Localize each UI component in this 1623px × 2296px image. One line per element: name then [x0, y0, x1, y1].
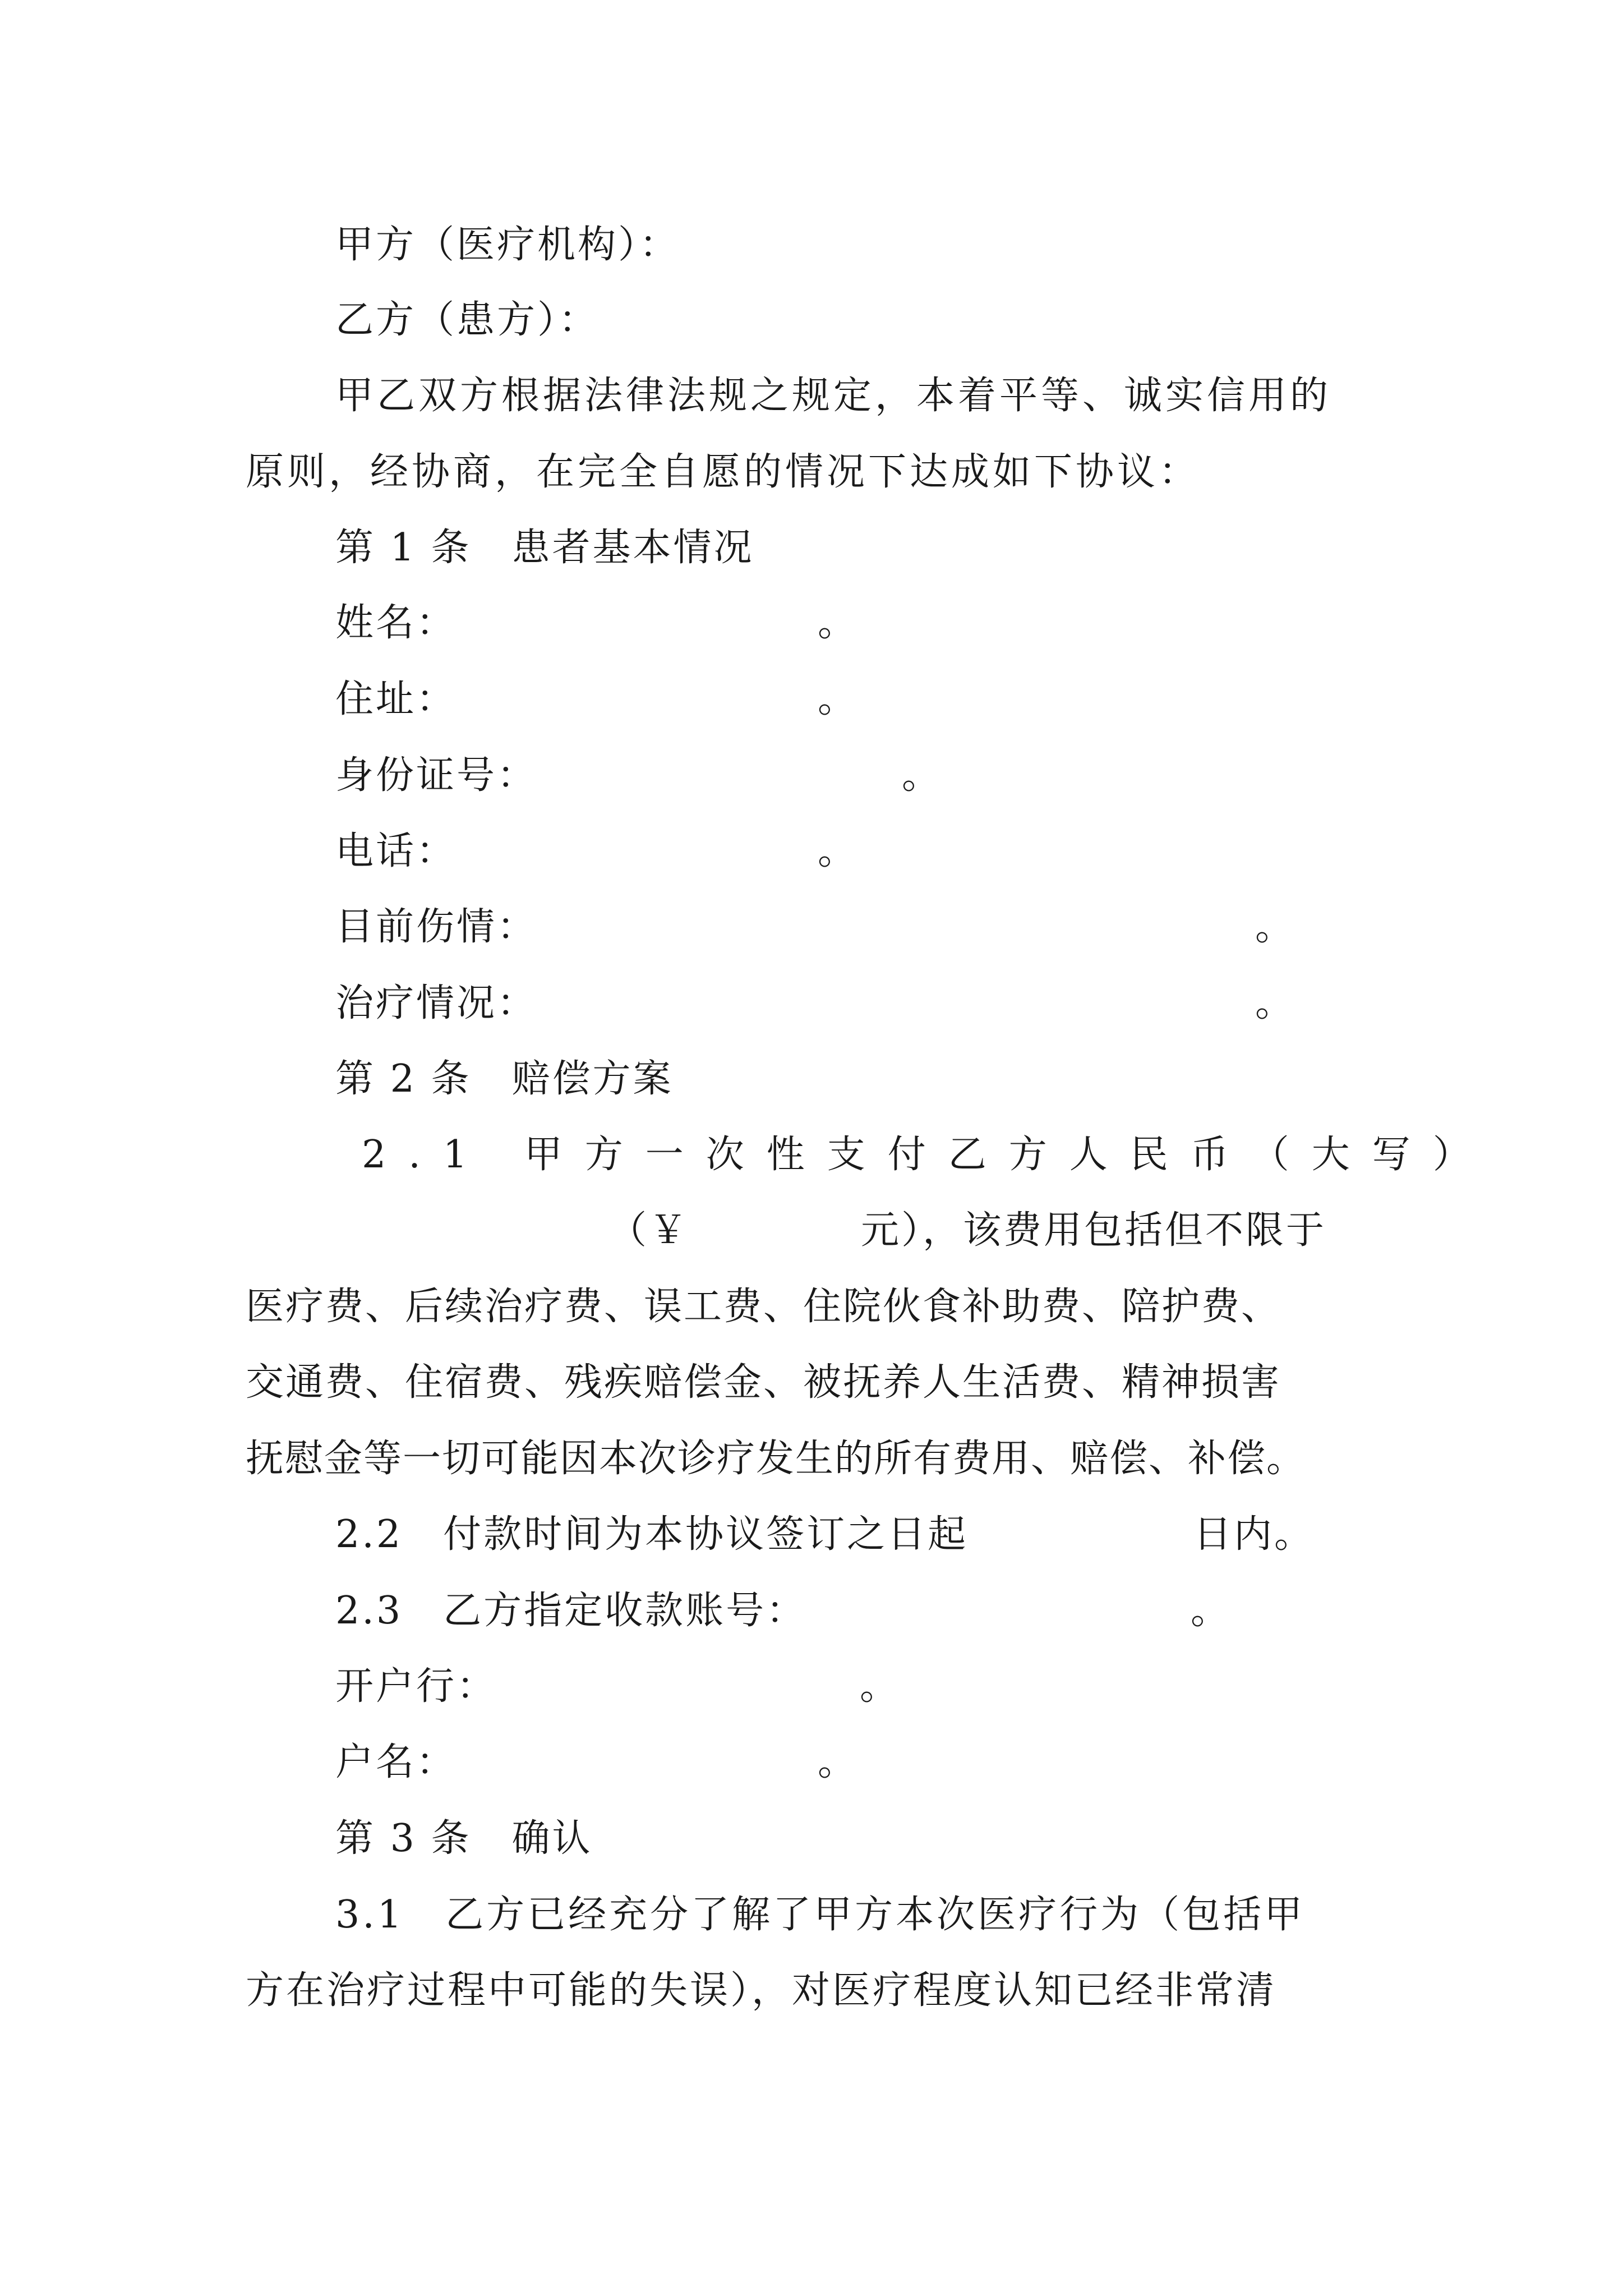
- article-1-heading: 第 1 条 患者基本情况: [335, 526, 754, 570]
- treatment-label: 治疗情况：: [335, 981, 538, 1025]
- phone-label: 电话：: [335, 829, 457, 873]
- name-label: 姓名：: [335, 601, 457, 645]
- name-period: 。: [818, 601, 859, 645]
- address-period: 。: [818, 677, 859, 721]
- article-2-heading: 第 2 条 赔偿方案: [335, 1057, 674, 1101]
- clause-2-2-tail: 日内。: [1193, 1512, 1315, 1557]
- account-name-period: 。: [818, 1740, 859, 1784]
- preamble-line-1: 甲乙双方根据法律法规之规定，本着平等、诚实信用的: [335, 374, 1332, 418]
- injury-label: 目前伤情：: [335, 905, 538, 949]
- clause-2-2-text: 2.2 付款时间为本协议签订之日起: [335, 1512, 969, 1557]
- clause-2-3-period: 。: [1191, 1589, 1232, 1633]
- clause-3-1-line-1: 3.1 乙方已经充分了解了甲方本次医疗行为（包括甲: [335, 1893, 1306, 1937]
- clause-2-1-line-2-tail: 元），该费用包括但不限于: [861, 1208, 1327, 1253]
- party-b-line: 乙方（患方）：: [335, 298, 600, 342]
- injury-period: 。: [1255, 905, 1296, 949]
- treatment-period: 。: [1255, 981, 1296, 1025]
- clause-2-1-line-4: 交通费、住宿费、残疾赔偿金、被抚养人生活费、精神损害: [246, 1360, 1281, 1405]
- clause-2-1-line-1: 2.1 甲方一次性支付乙方人民币（大写）: [362, 1133, 1493, 1177]
- yen-amount-label: （￥: [608, 1208, 690, 1253]
- address-label: 住址：: [335, 677, 457, 721]
- article-3-heading: 第 3 条 确认: [335, 1816, 593, 1861]
- clause-2-3-text: 2.3 乙方指定收款账号：: [335, 1589, 807, 1633]
- clause-2-1-line-5: 抚慰金等一切可能因本次诊疗发生的所有费用、赔偿、补偿。: [246, 1437, 1306, 1481]
- clause-2-1-line-3: 医疗费、后续治疗费、误工费、住院伙食补助费、陪护费、: [246, 1285, 1281, 1329]
- bank-period: 。: [860, 1664, 901, 1709]
- party-a-line: 甲方（医疗机构）：: [335, 223, 680, 267]
- preamble-line-2: 原则，经协商，在完全自愿的情况下达成如下协议：: [246, 450, 1201, 494]
- account-name-label: 户名：: [335, 1740, 457, 1784]
- id-period: 。: [902, 753, 943, 798]
- bank-label: 开户行：: [335, 1664, 497, 1709]
- phone-period: 。: [818, 829, 859, 873]
- clause-3-1-line-2: 方在治疗过程中可能的失误），对医疗程度认知已经非常清: [246, 1968, 1277, 2013]
- id-label: 身份证号：: [335, 753, 538, 798]
